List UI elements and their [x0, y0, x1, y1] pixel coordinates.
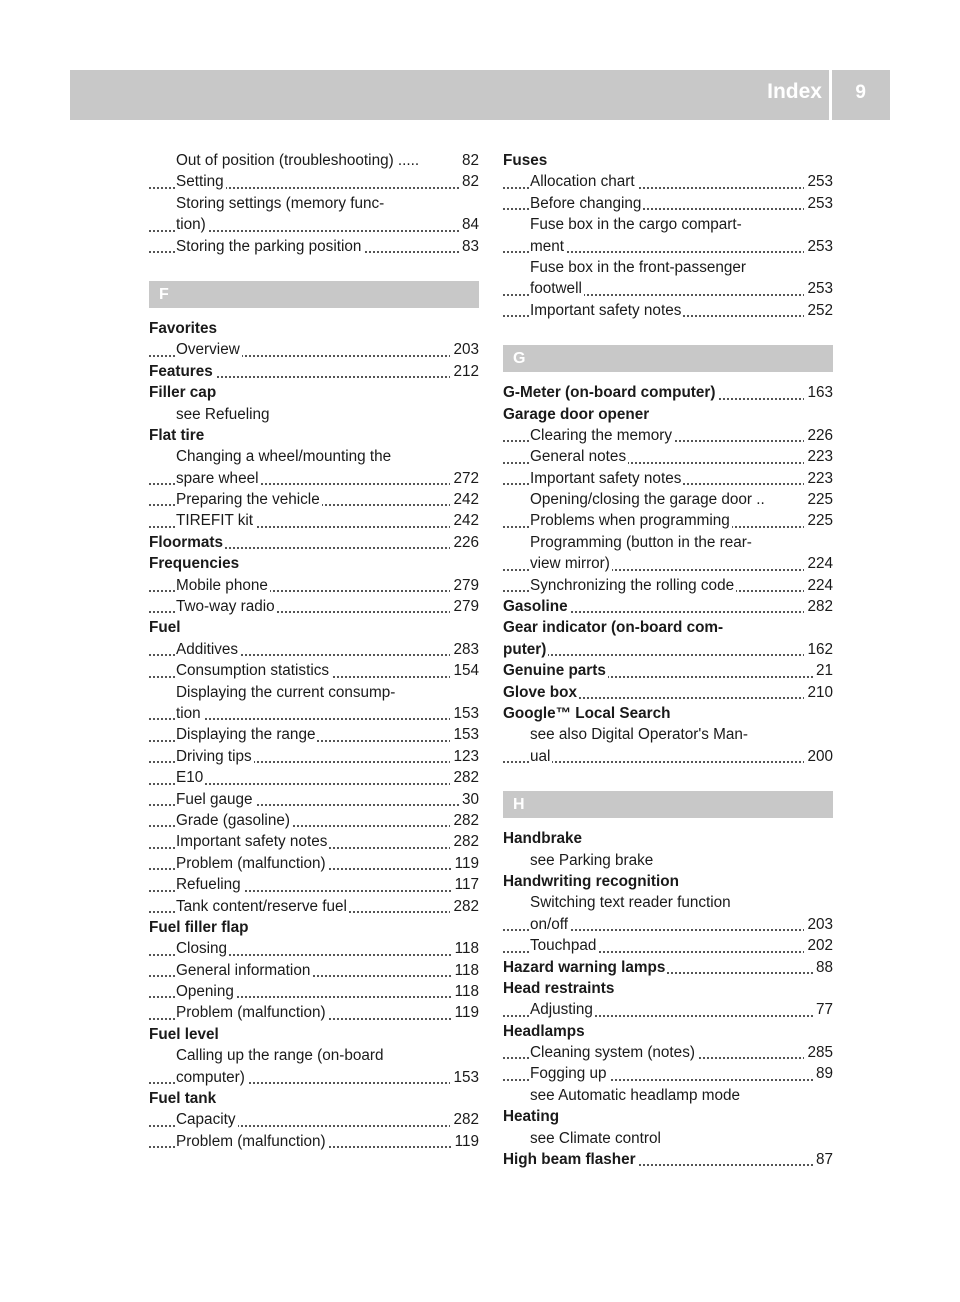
entry-text: tion [176, 704, 201, 722]
index-subentry[interactable] [149, 1109, 479, 1130]
entry-text: Closing [176, 940, 228, 958]
entry-page-number[interactable]: 84 [459, 214, 479, 235]
entry-page-number[interactable]: 226 [804, 425, 833, 446]
index-term [149, 617, 479, 638]
index-term [149, 1024, 479, 1045]
entry-text: Consumption statistics [176, 662, 330, 680]
entry-page-number[interactable]: 282 [450, 831, 479, 852]
entry-page-number[interactable]: 119 [452, 1002, 479, 1023]
index-subentry[interactable] [149, 1002, 479, 1023]
entry-text: Fuses [503, 152, 548, 169]
index-subentry[interactable] [149, 1131, 479, 1152]
entry-text: Floormats [149, 533, 223, 551]
entry-page-number[interactable]: 253 [804, 193, 833, 214]
entry-page-number[interactable]: 119 [452, 853, 479, 874]
index-subentry[interactable] [149, 896, 479, 917]
entry-text: Heating [503, 1108, 560, 1126]
index-subentry[interactable] [149, 746, 479, 767]
entry-page-number[interactable]: 203 [450, 339, 479, 360]
entry-text: General information [176, 961, 311, 979]
entry-page-number[interactable]: 224 [804, 553, 833, 574]
index-subentry[interactable] [149, 660, 479, 681]
entry-page-number[interactable]: 282 [450, 810, 479, 831]
entry-text: Allocation chart [530, 173, 635, 191]
index-term[interactable] [503, 957, 833, 978]
index-subentry [503, 892, 833, 913]
entry-text: Handbrake [503, 830, 583, 848]
entry-text: see Parking brake [530, 851, 654, 869]
index-subentry [503, 257, 833, 278]
entry-page-number[interactable]: 83 [459, 236, 479, 257]
entry-text: Storing the parking position [176, 237, 362, 255]
entry-text: General notes [530, 448, 627, 466]
entry-page-number[interactable]: 82 [459, 150, 479, 171]
entry-text: Features [149, 362, 213, 380]
entry-text: TIREFIT kit [176, 512, 254, 530]
index-letter-heading: H [503, 791, 833, 818]
index-subentry[interactable] [149, 874, 479, 895]
index-subentry[interactable] [503, 446, 833, 467]
entry-page-number[interactable]: 117 [452, 874, 479, 895]
dot-leader [503, 761, 833, 763]
entry-page-number[interactable]: 154 [450, 660, 479, 681]
entry-text: Overview [176, 341, 240, 359]
index-subentry[interactable] [503, 425, 833, 446]
entry-text: puter) [503, 640, 547, 658]
entry-text: Setting [176, 173, 224, 191]
entry-text: Synchronizing the rolling code [530, 576, 735, 594]
index-term[interactable] [503, 596, 833, 617]
entry-text: Important safety notes [176, 833, 328, 851]
entry-text: see also Digital Operator's Man- [530, 726, 749, 744]
index-term [149, 553, 479, 574]
entry-text: tion) [176, 216, 206, 234]
index-subentry[interactable] [503, 468, 833, 489]
entry-text: Fuel level [149, 1025, 219, 1043]
index-subentry[interactable] [503, 300, 833, 321]
index-subentry[interactable] [149, 236, 479, 257]
entry-text: Fuel filler flap [149, 918, 249, 936]
index-subentry[interactable] [503, 510, 833, 531]
entry-text: Displaying the range [176, 726, 316, 744]
entry-page-number[interactable]: 253 [804, 171, 833, 192]
entry-text: Cleaning system (notes) [530, 1044, 695, 1062]
entry-page-number[interactable]: 272 [450, 468, 479, 489]
entry-text: Two-way radio [176, 598, 275, 616]
entry-text: Fuse box in the front-passenger [530, 258, 746, 276]
entry-text: Changing a wheel/mounting the [176, 448, 392, 466]
index-term [149, 425, 479, 446]
entry-text: Headlamps [503, 1022, 585, 1040]
entry-text: Important safety notes [530, 301, 682, 319]
entry-text: footwell [530, 280, 582, 298]
index-subentry[interactable] [503, 489, 833, 510]
entry-page-number[interactable]: 89 [813, 1063, 833, 1084]
index-subentry[interactable] [503, 553, 833, 574]
entry-page-number[interactable]: 202 [804, 935, 833, 956]
entry-page-number[interactable]: 253 [804, 236, 833, 257]
entry-page-number[interactable]: 77 [813, 999, 833, 1020]
entry-page-number[interactable]: 163 [804, 382, 833, 403]
entry-page-number[interactable]: 253 [804, 278, 833, 299]
index-subentry[interactable] [503, 193, 833, 214]
index-term[interactable] [503, 382, 833, 403]
index-subentry[interactable] [149, 150, 479, 171]
index-subentry[interactable] [149, 960, 479, 981]
index-subentry[interactable] [149, 981, 479, 1002]
index-subentry [149, 404, 479, 425]
index-subentry[interactable] [503, 171, 833, 192]
entry-text: Fuel gauge [176, 790, 253, 808]
index-letter-heading: F [149, 281, 479, 308]
index-term [503, 828, 833, 849]
entry-text: Handwriting recognition [503, 872, 679, 890]
entry-page-number[interactable]: 252 [804, 300, 833, 321]
index-term [503, 404, 833, 425]
entry-text: Capacity [176, 1111, 236, 1129]
entry-text: Switching text reader function [530, 894, 731, 912]
entry-page-number[interactable]: 282 [450, 896, 479, 917]
index-letter-heading: G [503, 345, 833, 372]
entry-text: Problems when programming [530, 512, 730, 530]
entry-page-number[interactable]: 223 [804, 446, 833, 467]
entry-text: Fuse box in the cargo compart- [530, 216, 742, 234]
index-subentry[interactable] [149, 639, 479, 660]
entry-text: computer) [176, 1068, 245, 1086]
index-term [149, 1088, 479, 1109]
index-subentry[interactable] [149, 831, 479, 852]
entry-text: Problem (malfunction) [176, 854, 326, 872]
index-term [149, 382, 479, 403]
entry-text: High beam flasher [503, 1151, 636, 1169]
page-header [70, 70, 890, 120]
entry-text: Glove box [503, 683, 577, 701]
index-term[interactable] [503, 1149, 833, 1170]
index-subentry [149, 682, 479, 703]
entry-text: ment [530, 237, 565, 255]
entry-page-number[interactable]: 30 [459, 789, 479, 810]
index-subentry[interactable] [149, 171, 479, 192]
entry-text: spare wheel [176, 469, 259, 487]
entry-text: Clearing the memory [530, 426, 672, 444]
entry-text: Gear indicator (on-board com- [503, 619, 724, 637]
index-subentry[interactable] [149, 489, 479, 510]
entry-text: Before changing [530, 194, 642, 212]
entry-text: Out of position (troubleshooting) ..... [176, 152, 420, 169]
entry-page-number[interactable]: 21 [813, 660, 833, 681]
entry-text: Problem (malfunction) [176, 1132, 326, 1150]
entry-page-number[interactable]: 153 [450, 1067, 479, 1088]
entry-text: Gasoline [503, 598, 568, 616]
entry-text: Genuine parts [503, 662, 606, 680]
index-term[interactable] [503, 639, 833, 660]
index-subentry [503, 214, 833, 235]
entry-page-number[interactable]: 242 [450, 489, 479, 510]
entry-text: Adjusting [530, 1001, 593, 1019]
entry-page-number[interactable]: 225 [804, 510, 833, 531]
entry-text: see Climate control [530, 1129, 661, 1147]
index-subentry[interactable] [149, 789, 479, 810]
entry-page-number[interactable]: 118 [452, 981, 479, 1002]
entry-text: Refueling [176, 876, 241, 894]
index-subentry[interactable] [149, 214, 479, 235]
section-title: Index [767, 80, 822, 103]
dot-leader [503, 654, 833, 656]
index-subentry[interactable] [149, 703, 479, 724]
entry-page-number[interactable]: 223 [804, 468, 833, 489]
entry-text: Opening/closing the garage door .. [530, 491, 765, 509]
entry-text: Flat tire [149, 426, 205, 444]
index-term [503, 1021, 833, 1042]
index-subentry [503, 850, 833, 871]
index-term [503, 703, 833, 724]
index-subentry[interactable] [503, 236, 833, 257]
index-subentry[interactable] [149, 339, 479, 360]
entry-text: view mirror) [530, 555, 610, 573]
entry-page-number[interactable]: 153 [450, 724, 479, 745]
index-term[interactable] [149, 532, 479, 553]
entry-text: see Refueling [176, 405, 270, 423]
entry-text: Calling up the range (on-board [176, 1047, 384, 1065]
entry-page-number[interactable]: 282 [804, 596, 833, 617]
index-subentry [503, 532, 833, 553]
entry-text: ual [530, 747, 551, 765]
entry-text: Fuel [149, 619, 181, 637]
entry-text: Additives [176, 640, 239, 658]
entry-text: Fogging up [530, 1065, 607, 1083]
entry-page-number[interactable]: 203 [804, 914, 833, 935]
index-subentry[interactable] [503, 914, 833, 935]
index-subentry [503, 1085, 833, 1106]
index-subentry[interactable] [503, 1042, 833, 1063]
entry-text: Preparing the vehicle [176, 491, 320, 509]
entry-page-number[interactable]: 88 [813, 957, 833, 978]
entry-text: on/off [530, 915, 568, 933]
index-subentry[interactable] [149, 468, 479, 489]
entry-text: Programming (button in the rear- [530, 533, 752, 551]
index-subentry[interactable] [503, 935, 833, 956]
entry-text: Filler cap [149, 384, 217, 402]
index-subentry[interactable] [503, 746, 833, 767]
entry-page-number[interactable]: 242 [450, 510, 479, 531]
entry-page-number[interactable]: 200 [804, 746, 833, 767]
index-term [503, 871, 833, 892]
entry-text: Favorites [149, 319, 218, 337]
index-subentry [149, 446, 479, 467]
entry-text: Head restraints [503, 979, 615, 997]
entry-text: Fuel tank [149, 1090, 217, 1108]
entry-page-number[interactable]: 283 [450, 639, 479, 660]
entry-page-number[interactable]: 226 [450, 532, 479, 553]
index-subentry [149, 1045, 479, 1066]
index-term[interactable] [503, 660, 833, 681]
entry-text: Touchpad [530, 937, 597, 955]
index-subentry[interactable] [149, 767, 479, 788]
entry-text: Garage door opener [503, 405, 650, 423]
entry-page-number[interactable]: 279 [450, 575, 479, 596]
entry-page-number[interactable]: 225 [804, 489, 833, 510]
entry-text: Frequencies [149, 555, 240, 573]
index-subentry[interactable] [149, 575, 479, 596]
index-subentry [503, 1128, 833, 1149]
entry-text: Displaying the current consump- [176, 683, 396, 701]
index-term [149, 318, 479, 339]
entry-text: Google™ Local Search [503, 704, 671, 722]
index-term [503, 1106, 833, 1127]
index-subentry [149, 193, 479, 214]
entry-page-number[interactable]: 162 [804, 639, 833, 660]
entry-text: Mobile phone [176, 576, 268, 594]
index-term [149, 917, 479, 938]
entry-text: Grade (gasoline) [176, 811, 290, 829]
entry-page-number[interactable]: 123 [450, 746, 479, 767]
entry-text: see Automatic headlamp mode [530, 1086, 741, 1104]
index-term [503, 617, 833, 638]
entry-text: Driving tips [176, 747, 252, 765]
entry-text: Storing settings (memory func- [176, 194, 385, 212]
entry-page-number[interactable]: 224 [804, 575, 833, 596]
index-subentry[interactable] [503, 278, 833, 299]
header-divider [829, 70, 832, 120]
entry-page-number[interactable]: 153 [450, 703, 479, 724]
index-subentry[interactable] [149, 596, 479, 617]
entry-text: Tank content/reserve fuel [176, 897, 347, 915]
entry-text: E10 [176, 769, 204, 787]
entry-page-number[interactable]: 282 [450, 767, 479, 788]
index-column-left [149, 150, 479, 1152]
entry-text: Problem (malfunction) [176, 1004, 326, 1022]
index-subentry[interactable] [503, 999, 833, 1020]
entry-text: Opening [176, 983, 234, 1001]
entry-page-number[interactable]: 82 [459, 171, 479, 192]
index-subentry[interactable] [149, 1067, 479, 1088]
entry-page-number[interactable]: 118 [452, 960, 479, 981]
index-subentry [503, 724, 833, 745]
index-term[interactable] [149, 361, 479, 382]
entry-page-number[interactable]: 285 [804, 1042, 833, 1063]
page-number: 9 [855, 82, 866, 103]
index-column-right [503, 150, 833, 1170]
index-term[interactable] [503, 682, 833, 703]
entry-text: G-Meter (on-board computer) [503, 384, 716, 402]
entry-page-number[interactable]: 282 [450, 1109, 479, 1130]
entry-page-number[interactable]: 119 [452, 1131, 479, 1152]
entry-page-number[interactable]: 279 [450, 596, 479, 617]
entry-text: Important safety notes [530, 469, 682, 487]
index-subentry[interactable] [149, 853, 479, 874]
index-term [503, 978, 833, 999]
entry-page-number[interactable]: 118 [452, 938, 479, 959]
index-subentry[interactable] [149, 510, 479, 531]
index-subentry[interactable] [503, 575, 833, 596]
index-subentry[interactable] [149, 724, 479, 745]
entry-page-number[interactable]: 87 [813, 1149, 833, 1170]
index-subentry[interactable] [149, 810, 479, 831]
entry-page-number[interactable]: 212 [450, 361, 479, 382]
entry-text: Hazard warning lamps [503, 958, 666, 976]
index-subentry[interactable] [149, 938, 479, 959]
index-term [503, 150, 833, 171]
entry-page-number[interactable]: 210 [804, 682, 833, 703]
index-subentry[interactable] [503, 1063, 833, 1084]
